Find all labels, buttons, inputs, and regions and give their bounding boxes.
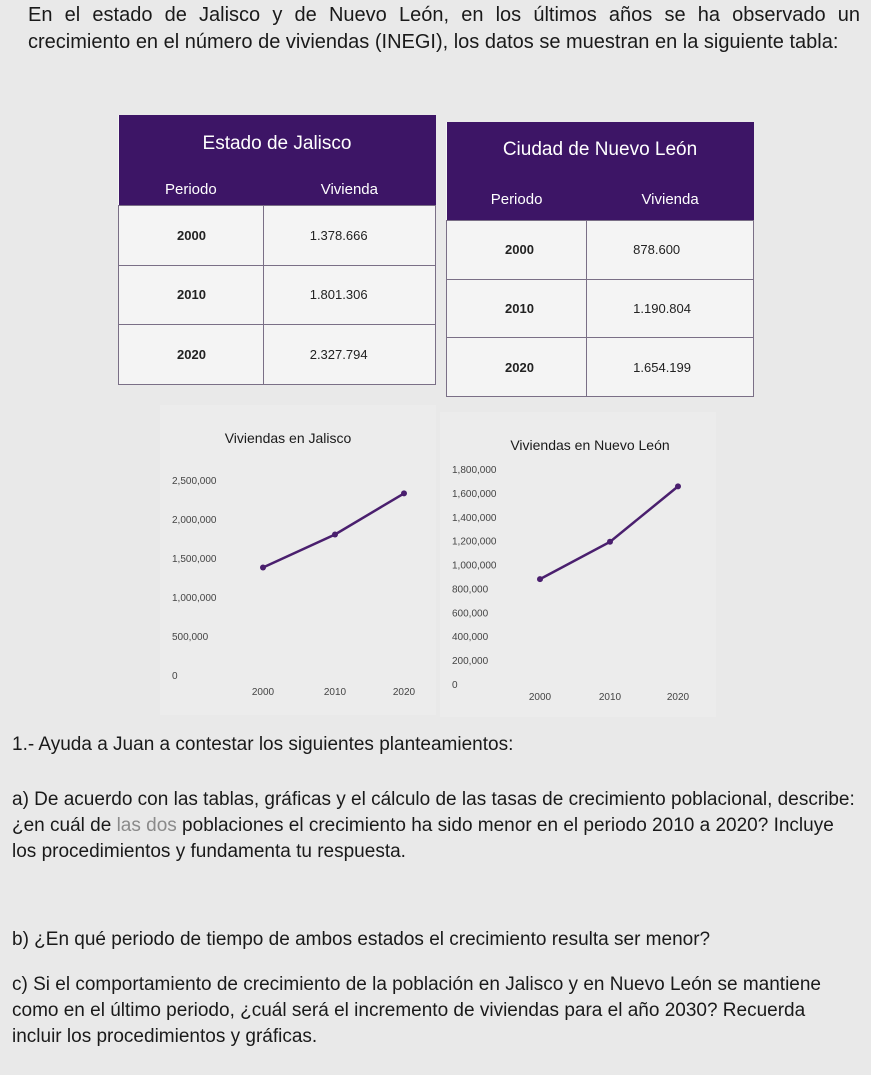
y-tick-label: 1,200,000 [452,536,497,548]
x-tick-label: 2010 [323,687,347,698]
y-tick-label: 1,600,000 [452,488,497,500]
series-line [263,493,404,567]
intro-text: En el estado de Jalisco y de Nuevo León, en los últimos años se ha observado un crecimiento en el número de viviendas (INEGI), los datos se muestran en la siguiente tabla: [28,4,860,53]
question-a-text-1: a) De acuerdo con las tablas, gráficas y el cálculo de las tasas de crecimiento poblacional, describe: ¿en cuál de [12,789,855,836]
jalisco-header-vivienda: Vivienda [263,173,435,206]
x-tick-label: 2010 [598,692,622,703]
y-tick-label: 1,800,000 [452,465,497,476]
jalisco-chart-svg [160,405,436,715]
nuevo-leon-table [446,122,754,397]
housing-cell: 1.378.666 [263,206,435,266]
data-point [332,532,338,538]
data-point [401,490,407,496]
period-cell: 2020 [447,338,587,397]
data-point [675,483,681,489]
y-tick-label: 1,400,000 [452,512,497,524]
x-tick-label: 2000 [528,692,552,703]
table-row [119,206,436,266]
question-c: c) Si el comportamiento de crecimiento de la población en Jalisco y en Nuevo León se mantiene como en el último periodo, ¿cuál será el incremento de viviendas para el año 2030? Recuerda incluir los procedimientos y gráficas. [12,974,822,1047]
y-tick-label: 2,000,000 [172,515,217,526]
nuevo-leon-chart [440,412,716,717]
y-tick-label: 0 [452,680,458,691]
nuevo-leon-table-title: Ciudad de Nuevo León [447,122,754,178]
x-tick-label: 2020 [392,687,416,698]
series-line [540,486,678,579]
table-row [447,221,754,280]
data-point [537,576,543,582]
chart-title: Viviendas en Jalisco [224,430,352,446]
housing-cell: 1.654.199 [587,338,754,397]
nuevo-leon-chart-svg [440,412,716,717]
x-tick-label: 2020 [666,692,690,703]
y-tick-label: 400,000 [452,632,489,644]
data-point [260,565,266,571]
housing-cell: 1.801.306 [263,265,435,325]
y-tick-label: 800,000 [452,584,489,596]
table-row [119,265,436,325]
period-cell: 2020 [119,325,264,385]
y-tick-label: 1,500,000 [172,554,217,565]
table-row [447,279,754,338]
y-tick-label: 500,000 [172,632,209,643]
y-tick-label: 1,000,000 [452,560,497,572]
question-a-faded-text: las dos [116,815,177,836]
housing-cell: 2.327.794 [263,325,435,385]
period-cell: 2000 [447,221,587,280]
jalisco-header-periodo: Periodo [119,173,264,206]
period-cell: 2000 [119,206,264,266]
question-a-text-2: poblaciones el crecimiento ha sido menor en el periodo 2010 a 2020? Incluye los procedimientos y fundamenta tu respuesta. [12,815,834,862]
y-tick-label: 600,000 [452,608,489,620]
housing-cell: 1.190.804 [587,279,754,338]
period-cell: 2010 [119,265,264,325]
y-tick-label: 1,000,000 [172,593,217,604]
questions-heading: 1.- Ayuda a Juan a contestar los siguientes planteamientos: [12,734,514,755]
jalisco-table [118,115,436,385]
data-point [607,539,613,545]
y-tick-label: 0 [172,671,178,682]
question-b: b) ¿En qué periodo de tiempo de ambos estados el crecimiento resulta ser menor? [12,929,711,950]
nuevo-leon-header-vivienda: Vivienda [587,178,754,221]
table-row [447,338,754,397]
y-tick-label: 2,500,000 [172,476,217,487]
table-row [119,325,436,385]
y-tick-label: 200,000 [452,656,489,668]
period-cell: 2010 [447,279,587,338]
nuevo-leon-header-periodo: Periodo [447,178,587,221]
question-a [12,787,858,865]
x-tick-label: 2000 [251,687,275,698]
jalisco-table-title: Estado de Jalisco [119,115,436,173]
jalisco-chart [160,405,436,715]
chart-title: Viviendas en Nuevo León [510,437,670,453]
housing-cell: 878.600 [587,221,754,280]
